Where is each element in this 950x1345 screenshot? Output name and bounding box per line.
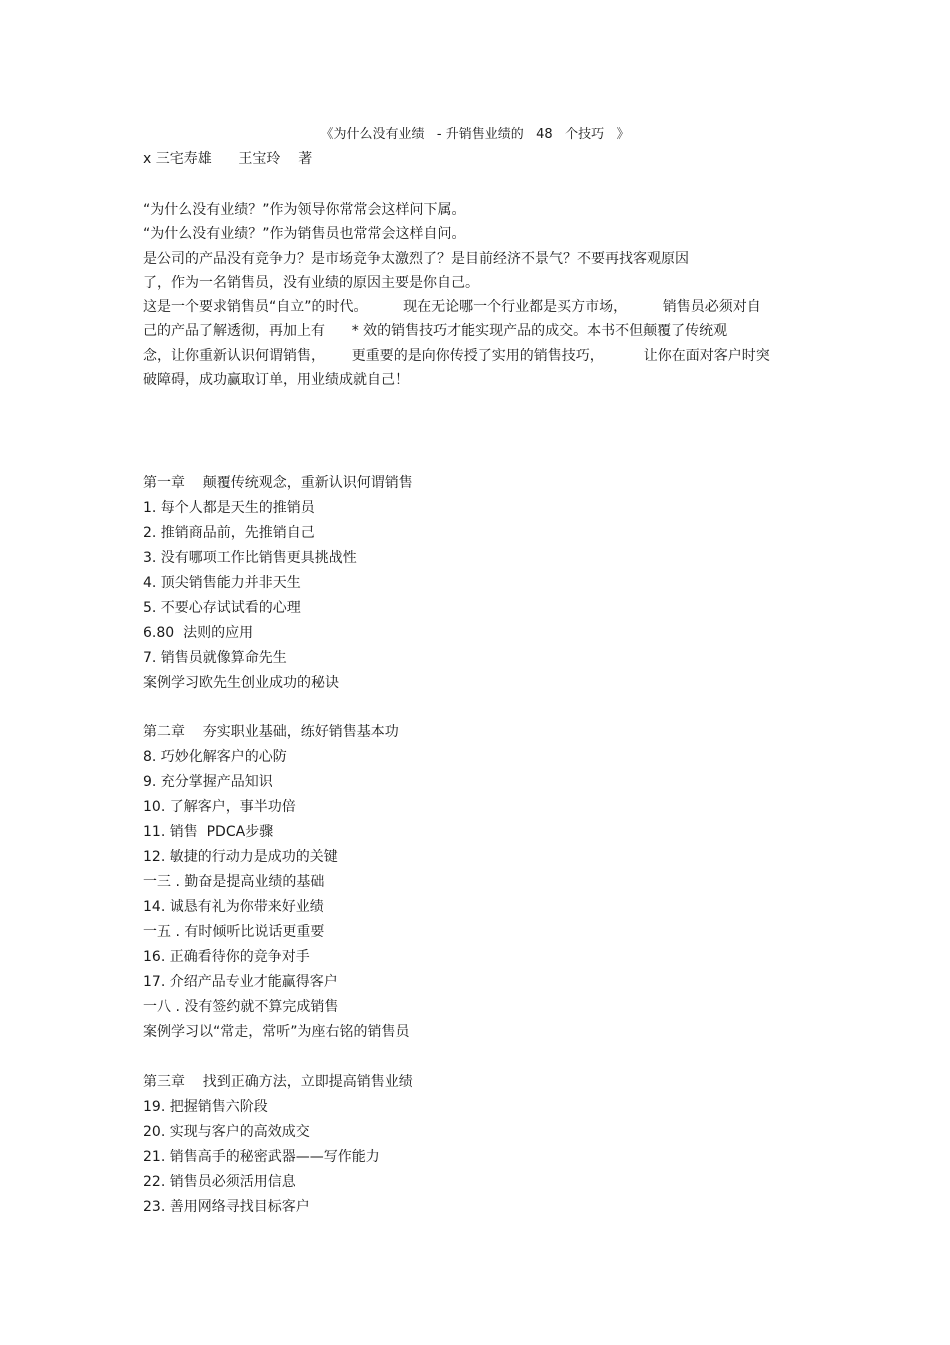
toc-item: 16. 正确看待你的竞争对手 bbox=[143, 949, 310, 965]
chapter-2-section bbox=[143, 720, 643, 1045]
toc-item: 4. 顶尖销售能力并非天生 bbox=[143, 575, 301, 591]
intro-line: “为什么没有业绩？”作为销售员也常常会这样自问。 bbox=[143, 226, 466, 243]
toc-item: 案例学习欧先生创业成功的秘诀 bbox=[143, 675, 339, 691]
toc-item: 1. 每个人都是天生的推销员 bbox=[143, 500, 315, 516]
toc-item: 一八 . 没有签约就不算完成销售 bbox=[143, 999, 339, 1015]
chapter-heading: 第一章 颠覆传统观念，重新认识何谓销售 bbox=[143, 475, 413, 491]
toc-item: 3. 没有哪项工作比销售更具挑战性 bbox=[143, 550, 357, 566]
toc-item: 20. 实现与客户的高效成交 bbox=[143, 1124, 310, 1140]
intro-line: 这是一个要求销售员“自立”的时代。 现在无论哪一个行业都是买方市场， 销售员必须对自 bbox=[143, 299, 761, 316]
intro-line: 念，让你重新认识何谓销售， 更重要的是向你传授了实用的销售技巧， 让你在面对客户时突 bbox=[143, 347, 770, 364]
toc-item: 11. 销售 PDCA步骤 bbox=[143, 824, 274, 840]
toc-item: 案例学习以“常走，常听”为座右铭的销售员 bbox=[143, 1024, 410, 1040]
toc-item: 12. 敏捷的行动力是成功的关键 bbox=[143, 849, 338, 865]
toc-item: 9. 充分掌握产品知识 bbox=[143, 774, 273, 790]
intro-line: 是公司的产品没有竞争力？是市场竞争太激烈了？是目前经济不景气？不要再找客观原因 bbox=[143, 250, 689, 267]
toc-item: 17. 介绍产品专业才能赢得客户 bbox=[143, 974, 338, 990]
toc-item: 6.80 法则的应用 bbox=[143, 625, 254, 641]
intro-line: 破障碍，成功赢取订单，用业绩成就自己！ bbox=[143, 372, 409, 389]
toc-item: 7. 销售员就像算命先生 bbox=[143, 650, 287, 666]
toc-item: 5. 不要心存试试看的心理 bbox=[143, 600, 301, 616]
toc-item: 一三 . 勤奋是提高业绩的基础 bbox=[143, 874, 325, 890]
book-title: 《为什么没有业绩 - 升销售业绩的 48 个技巧 》 bbox=[320, 127, 630, 142]
toc-item: 10. 了解客户，事半功倍 bbox=[143, 799, 296, 815]
intro-line: 了，作为一名销售员，没有业绩的原因主要是你自己。 bbox=[143, 274, 479, 291]
toc-item: 23. 善用网络寻找目标客户 bbox=[143, 1199, 310, 1215]
intro-line: 己的产品了解透彻，再加上有 * 效的销售技巧才能实现产品的成交。本书不但颠覆了传统观 bbox=[143, 323, 728, 340]
toc-item: 一五 . 有时倾听比说话更重要 bbox=[143, 924, 325, 940]
intro-line: “为什么没有业绩？”作为领导你常常会这样问下属。 bbox=[143, 202, 466, 218]
toc-item: 2. 推销商品前，先推销自己 bbox=[143, 525, 315, 541]
intro-paragraph bbox=[143, 198, 803, 392]
toc-item: 21. 销售高手的秘密武器——写作能力 bbox=[143, 1149, 380, 1165]
chapter-heading: 第三章 找到正确方法，立即提高销售业绩 bbox=[143, 1074, 413, 1090]
toc-item: 22. 销售员必须活用信息 bbox=[143, 1174, 296, 1190]
toc-item: 19. 把握销售六阶段 bbox=[143, 1099, 268, 1115]
chapter-3-section bbox=[143, 1070, 643, 1220]
chapter-heading: 第二章 夯实职业基础，练好销售基本功 bbox=[143, 724, 399, 740]
chapter-1-section bbox=[143, 471, 643, 696]
author-line: x 三宅寿雄 王宝玲 著 bbox=[143, 151, 313, 167]
toc-item: 14. 诚恳有礼为你带来好业绩 bbox=[143, 899, 324, 915]
toc-item: 8. 巧妙化解客户的心防 bbox=[143, 749, 287, 765]
